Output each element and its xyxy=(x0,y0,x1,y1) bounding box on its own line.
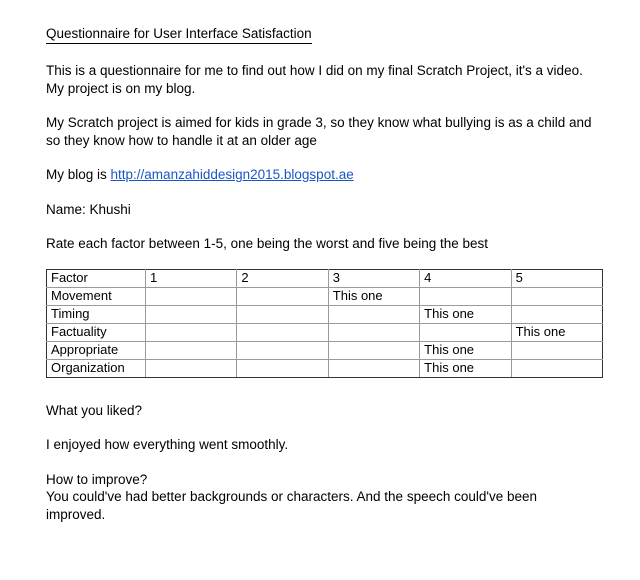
spacer xyxy=(46,184,606,201)
table-row xyxy=(47,287,603,305)
cell-factuality-5[interactable]: This one xyxy=(511,323,602,341)
spacer xyxy=(46,419,606,436)
cell-factuality-2[interactable] xyxy=(237,323,328,341)
spacer xyxy=(46,149,606,166)
cell-movement-3[interactable]: This one xyxy=(328,287,419,305)
table-header-cell-3: 3 xyxy=(328,269,419,287)
cell-appropriate-5[interactable] xyxy=(511,341,602,359)
table-header-cell-5: 5 xyxy=(511,269,602,287)
table-row xyxy=(47,359,603,377)
cell-appropriate-4[interactable]: This one xyxy=(420,341,511,359)
cell-timing-3[interactable] xyxy=(328,305,419,323)
table-header-cell-factor: Factor xyxy=(47,269,146,287)
cell-movement-5[interactable] xyxy=(511,287,602,305)
row-label-timing: Timing xyxy=(47,305,146,323)
document-content xyxy=(46,25,606,523)
table-header-cell-1: 1 xyxy=(146,269,237,287)
blog-line xyxy=(46,166,597,184)
table-row xyxy=(47,305,603,323)
rating-instruction: Rate each factor between 1-5, one being the worst and five being the best xyxy=(46,236,489,251)
cell-appropriate-3[interactable] xyxy=(328,341,419,359)
cell-timing-1[interactable] xyxy=(146,305,237,323)
row-label-movement: Movement xyxy=(47,287,146,305)
page-title-wrapper xyxy=(46,25,606,44)
liked-answer: I enjoyed how everything went smoothly. xyxy=(46,437,289,452)
cell-organization-4[interactable]: This one xyxy=(420,359,511,377)
table-row xyxy=(47,341,603,359)
feedback-section xyxy=(46,402,606,524)
name-line: Name: Khushi xyxy=(46,201,131,217)
row-label-factuality: Factuality xyxy=(47,323,146,341)
spacer xyxy=(46,44,606,62)
page-title: Questionnaire for User Interface Satisfaction xyxy=(46,25,312,44)
cell-appropriate-2[interactable] xyxy=(237,341,328,359)
blog-label: My blog is xyxy=(46,167,111,182)
spacer xyxy=(46,97,606,114)
cell-factuality-4[interactable] xyxy=(420,323,511,341)
cell-timing-5[interactable] xyxy=(511,305,602,323)
liked-question: What you liked? xyxy=(46,402,143,418)
spacer xyxy=(46,454,606,471)
table-row xyxy=(47,323,603,341)
cell-factuality-1[interactable] xyxy=(146,323,237,341)
cell-organization-1[interactable] xyxy=(146,359,237,377)
improve-answer: You could've had better backgrounds or characters. And the speech could've been improved. xyxy=(46,489,537,522)
audience-paragraph: My Scratch project is aimed for kids in grade 3, so they know what bullying is as a child and so they know how to handle it at an older age xyxy=(46,115,592,148)
row-label-appropriate: Appropriate xyxy=(47,341,146,359)
cell-organization-2[interactable] xyxy=(237,359,328,377)
spacer xyxy=(46,218,606,235)
intro-paragraph: This is a questionnaire for me to find out how I did on my final Scratch Project, it's a video. My project is on my blog. xyxy=(46,63,583,96)
cell-timing-2[interactable] xyxy=(237,305,328,323)
improve-question: How to improve? xyxy=(46,471,148,487)
cell-organization-3[interactable] xyxy=(328,359,419,377)
rating-table-wrapper xyxy=(46,269,602,378)
blog-link[interactable]: http://amanzahiddesign2015.blogspot.ae xyxy=(110,167,354,182)
rating-table xyxy=(46,269,603,378)
cell-timing-4[interactable]: This one xyxy=(420,305,511,323)
cell-movement-4[interactable] xyxy=(420,287,511,305)
cell-movement-2[interactable] xyxy=(237,287,328,305)
table-header-cell-2: 2 xyxy=(237,269,328,287)
cell-appropriate-1[interactable] xyxy=(146,341,237,359)
row-label-organization: Organization xyxy=(47,359,146,377)
cell-movement-1[interactable] xyxy=(146,287,237,305)
table-header-row xyxy=(47,269,603,287)
table-header-cell-4: 4 xyxy=(420,269,511,287)
cell-organization-5[interactable] xyxy=(511,359,602,377)
cell-factuality-3[interactable] xyxy=(328,323,419,341)
